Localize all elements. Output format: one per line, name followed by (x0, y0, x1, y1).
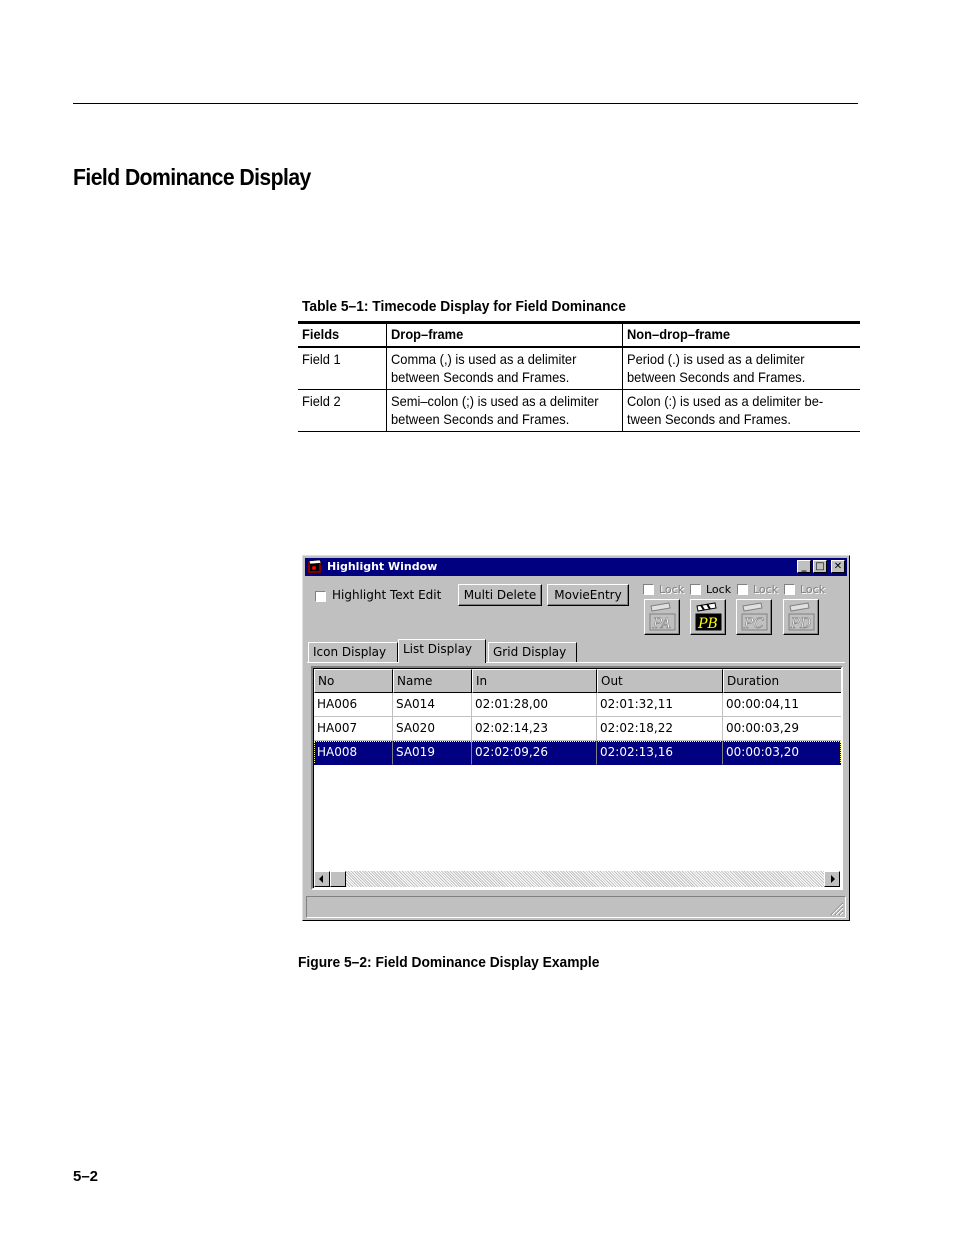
cell-duration: 00:00:03,29 (723, 717, 843, 741)
maximize-button[interactable]: □ (813, 560, 827, 573)
cell-in: 02:02:14,23 (472, 717, 597, 741)
cell-name: SA014 (393, 693, 472, 717)
cell-duration: 00:00:04,11 (723, 693, 843, 717)
arrow-left-icon (315, 872, 329, 886)
scroll-right-button[interactable] (824, 871, 840, 887)
cell-no: HA008 (314, 741, 393, 765)
list-row-selected[interactable] (314, 741, 841, 765)
player-a-button[interactable] (644, 599, 680, 635)
lock-b-label: Lock (706, 583, 732, 596)
cell-no: HA007 (314, 717, 393, 741)
cell-name: SA019 (393, 741, 472, 765)
clapper-icon (647, 602, 677, 632)
tab-list-display[interactable]: List Display (398, 639, 486, 663)
app-icon (307, 559, 323, 575)
player-c-button[interactable] (736, 599, 772, 635)
list-row[interactable] (314, 693, 841, 717)
column-header-in[interactable]: In (472, 669, 597, 693)
table-cell-field: Field 1 (298, 347, 386, 390)
highlight-text-edit-label: Highlight Text Edit (332, 588, 442, 602)
cell-duration: 00:00:03,20 (723, 741, 843, 765)
table-header-fields: Fields (298, 323, 386, 348)
tab-icon-display[interactable]: Icon Display (308, 642, 398, 662)
table-cell-field: Field 2 (298, 390, 386, 432)
cell-out: 02:01:32,11 (597, 693, 723, 717)
player-b-button[interactable] (690, 599, 726, 635)
scroll-left-button[interactable] (314, 871, 330, 887)
column-header-out[interactable]: Out (597, 669, 723, 693)
table-row (298, 390, 860, 432)
minimize-button[interactable]: _ (797, 560, 811, 573)
player-d-button[interactable] (783, 599, 819, 635)
movie-entry-button[interactable]: MovieEntry (547, 584, 629, 606)
cell-in: 02:01:28,00 (472, 693, 597, 717)
cell-no: HA006 (314, 693, 393, 717)
cell-out: 02:02:18,22 (597, 717, 723, 741)
column-header-no[interactable]: No (314, 669, 393, 693)
lock-c-checkbox[interactable] (737, 584, 748, 595)
player-d-label: PD (790, 616, 812, 632)
clapper-icon (739, 602, 769, 632)
highlight-window (302, 555, 850, 921)
lock-d-label: Lock (800, 583, 826, 596)
table-header-drop-frame: Drop–frame (386, 323, 622, 348)
title-bar[interactable] (305, 558, 847, 576)
section-title: Field Dominance Display (73, 164, 311, 190)
table-cell-nondrop: Period (.) is used as a delimiter between Seconds and Frames. (622, 347, 860, 390)
table-row (298, 347, 860, 390)
lock-c-label: Lock (753, 583, 779, 596)
table-caption: Table 5–1: Timecode Display for Field Dominance (302, 298, 626, 315)
player-c-label: PC (743, 616, 765, 632)
list-view[interactable] (311, 666, 843, 890)
scroll-thumb[interactable] (330, 871, 346, 887)
header-rule (73, 103, 858, 104)
lock-a-checkbox[interactable] (643, 584, 654, 595)
window-title: Highlight Window (327, 560, 438, 573)
tab-panel-edge (307, 662, 845, 663)
lock-b-checkbox[interactable] (690, 584, 701, 595)
page-number: 5–2 (73, 1168, 99, 1185)
cell-out: 02:02:13,16 (597, 741, 723, 765)
table-header-non-drop-frame: Non–drop–frame (622, 323, 860, 348)
horizontal-scrollbar[interactable] (314, 871, 840, 887)
player-a-label: PA (652, 616, 672, 632)
table-header-row (298, 323, 860, 348)
lock-a-label: Lock (659, 583, 685, 596)
column-header-name[interactable]: Name (393, 669, 472, 693)
status-bar (306, 896, 846, 918)
arrow-right-icon (825, 872, 839, 886)
clapper-icon (786, 602, 816, 632)
cell-name: SA020 (393, 717, 472, 741)
highlight-text-edit-checkbox[interactable] (315, 591, 326, 602)
table-cell-drop: Comma (,) is used as a delimiter between Seconds and Frames. (386, 347, 622, 390)
list-row[interactable] (314, 717, 841, 741)
cell-in: 02:02:09,26 (472, 741, 597, 765)
list-header (314, 669, 841, 693)
clapper-icon (693, 602, 723, 632)
figure-caption: Figure 5–2: Field Dominance Display Example (298, 954, 600, 971)
tab-grid-display[interactable]: Grid Display (488, 642, 577, 662)
table-cell-nondrop: Colon (:) is used as a delimiter be- tween Seconds and Frames. (622, 390, 860, 432)
table-cell-drop: Semi–colon (;) is used as a delimiter between Seconds and Frames. (386, 390, 622, 432)
player-b-label: PB (698, 616, 718, 632)
resize-grip-icon[interactable] (830, 902, 844, 916)
multi-delete-button[interactable]: Multi Delete (458, 584, 542, 606)
close-button[interactable]: ✕ (831, 560, 845, 573)
lock-d-checkbox[interactable] (784, 584, 795, 595)
timecode-table (298, 321, 860, 432)
column-header-duration[interactable]: Duration (723, 669, 843, 693)
